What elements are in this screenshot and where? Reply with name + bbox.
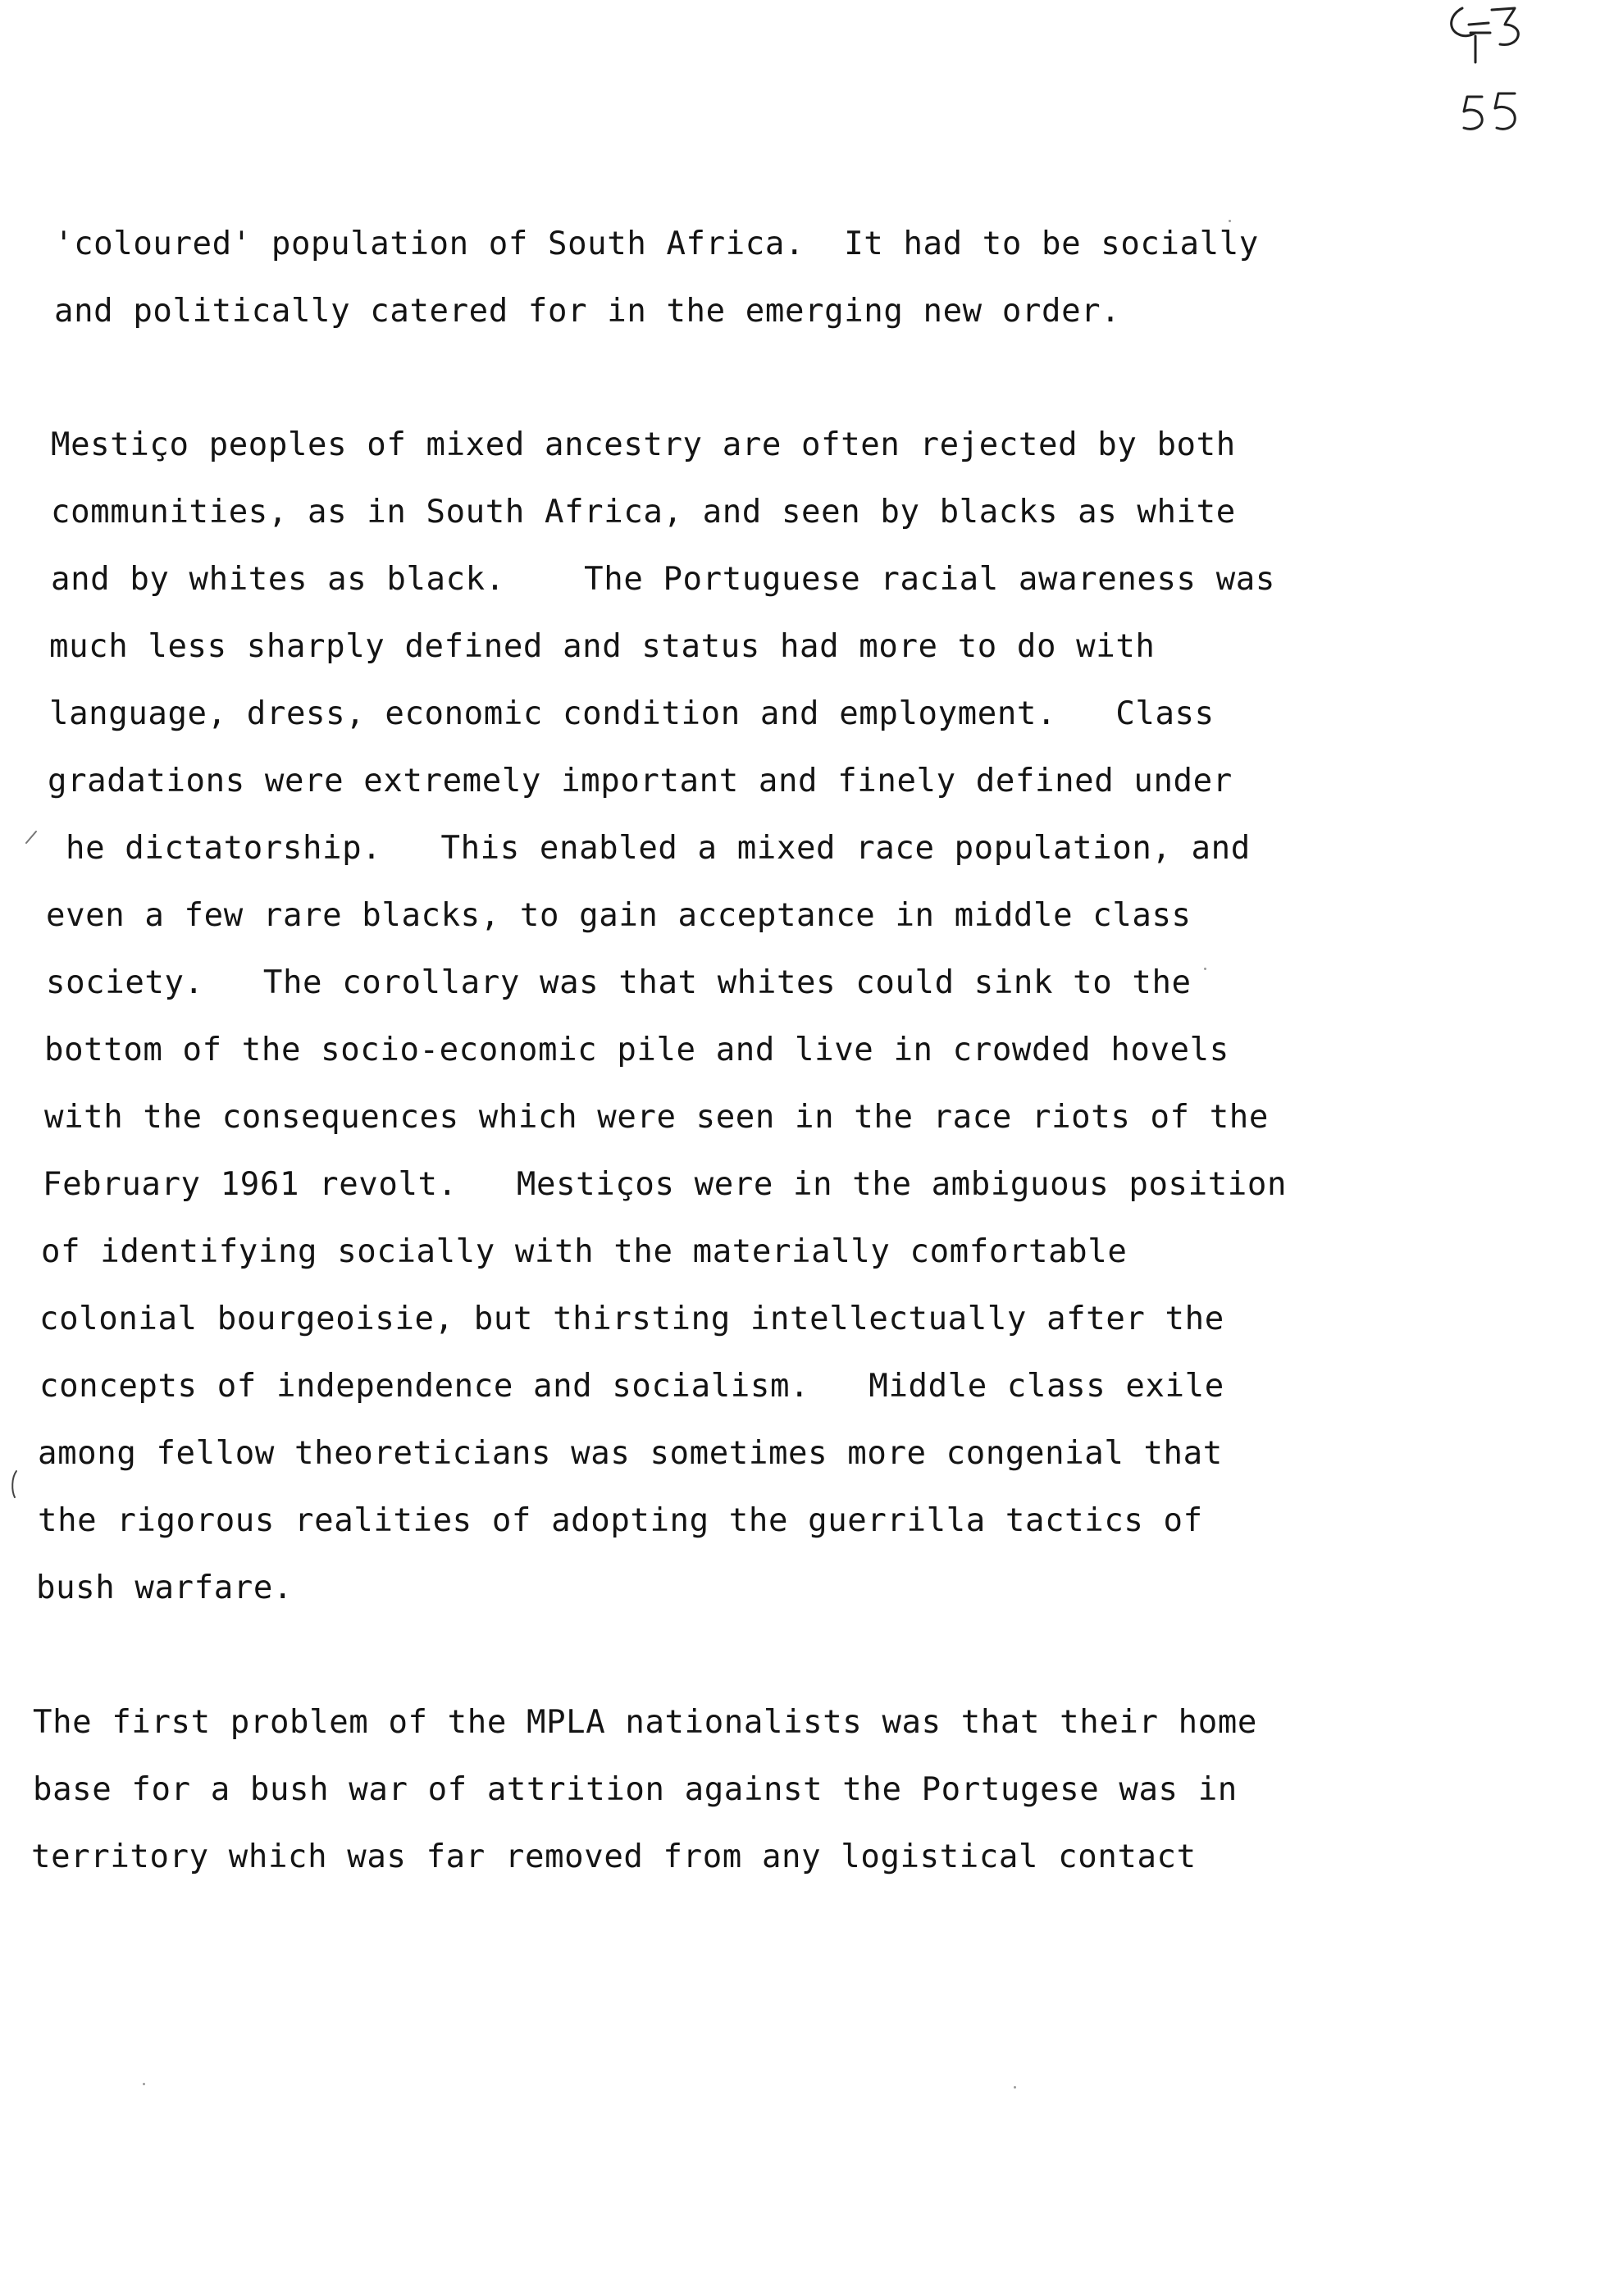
scan-speck — [1014, 2086, 1016, 2089]
text-line: colonial bourgeoisie, but thirsting intellectually after the — [39, 1301, 1224, 1337]
text-line: language, dress, economic condition and employment. Class — [49, 695, 1215, 732]
text-line: The first problem of the MPLA nationalists was that their home — [33, 1704, 1257, 1741]
text-line: 'coloured' population of South Africa. It had to be socially — [54, 226, 1259, 262]
handwritten-folio-marks — [1439, 0, 1554, 148]
text-line: bush warfare. — [36, 1569, 294, 1606]
text-line: much less sharply defined and status had more to do with — [49, 628, 1156, 665]
text-line: territory which was far removed from any logistical contact — [31, 1838, 1197, 1875]
text-line: gradations were extremely important and finely defined under — [48, 763, 1233, 800]
scan-speck — [1229, 220, 1231, 222]
text-line: February 1961 revolt. Mestiços were in the ambiguous position — [43, 1166, 1288, 1203]
handwritten-page-number — [1439, 0, 1554, 148]
text-line: of identifying socially with the materially comfortable — [41, 1233, 1128, 1270]
text-line: communities, as in South Africa, and seen by blacks as white — [51, 494, 1236, 531]
text-line: and by whites as black. The Portuguese racial awareness was — [51, 561, 1275, 598]
text-line: and politically catered for in the emerging new order. — [54, 293, 1121, 330]
scan-speck — [1204, 968, 1206, 970]
scan-speck — [143, 2083, 145, 2085]
text-line: among fellow theoreticians was sometimes more congenial that — [38, 1435, 1223, 1472]
text-line: concepts of independence and socialism. Middle class exile — [39, 1368, 1224, 1405]
text-line: base for a bush war of attrition against the Portugese was in — [33, 1771, 1238, 1808]
text-line: even a few rare blacks, to gain acceptance in middle class — [46, 897, 1192, 934]
text-line: he dictatorship. This enabled a mixed race population, and — [66, 830, 1251, 867]
text-line: bottom of the socio-economic pile and live in crowded hovels — [44, 1032, 1229, 1068]
text-line: Mestiço peoples of mixed ancestry are often rejected by both — [51, 426, 1236, 463]
margin-bracket-mark — [7, 1468, 21, 1501]
text-line: with the consequences which were seen in the race riots of the — [44, 1099, 1269, 1136]
text-line: the rigorous realities of adopting the guerrilla tactics of — [38, 1502, 1203, 1539]
margin-pen-mark — [23, 828, 39, 848]
text-line: society. The corollary was that whites could sink to the — [46, 964, 1192, 1001]
